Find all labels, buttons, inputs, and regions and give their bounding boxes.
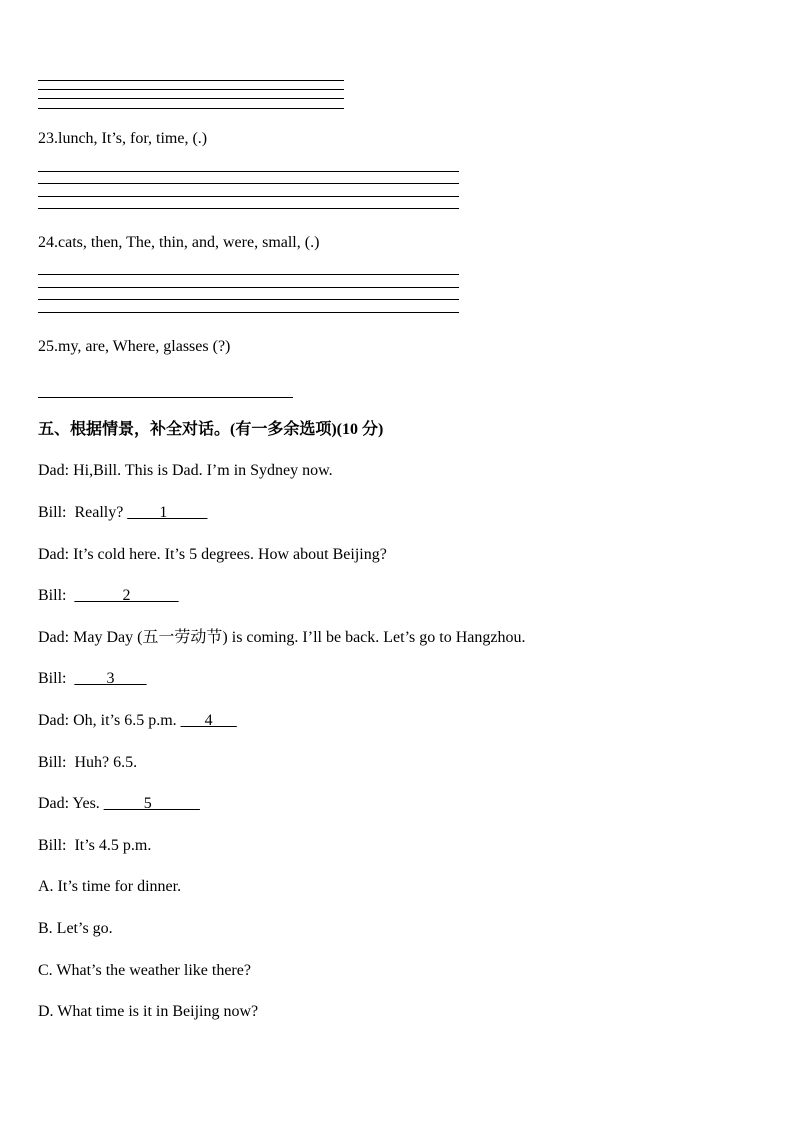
question-text: cats, then, The, thin, and, were, small, (.) [58, 234, 320, 251]
question-25 [38, 337, 230, 357]
question-24 [38, 233, 319, 253]
answer-blank[interactable]: ____3____ [74, 670, 147, 687]
answer-line [38, 287, 459, 288]
speaker: Bill: [38, 504, 67, 521]
dialogue-line [38, 836, 151, 856]
question-text: lunch, It’s, for, time, (.) [58, 130, 208, 147]
answer-line [38, 183, 459, 184]
answer-blank[interactable]: ___4___ [180, 712, 237, 729]
utterance: Yes. [72, 795, 100, 812]
speaker: Bill: [38, 837, 67, 854]
speaker: Dad: [38, 629, 70, 646]
question-number: 23. [38, 130, 58, 147]
answer-line [38, 89, 344, 90]
dialogue-line [38, 586, 178, 606]
dialogue-line [38, 753, 137, 773]
dialogue-line [38, 711, 237, 731]
dialogue-line [38, 503, 207, 523]
utterance: Really? [74, 504, 124, 521]
option-d: D. What time is it in Beijing now? [38, 1003, 259, 1020]
option-a: A. It’s time for dinner. [38, 878, 182, 895]
answer-blank[interactable]: _____5______ [103, 795, 200, 812]
answer-line [38, 274, 459, 275]
answer-blank[interactable]: ______2______ [74, 587, 179, 604]
answer-line [38, 196, 459, 197]
answer-line [38, 98, 344, 99]
speaker: Dad: [38, 795, 70, 812]
answer-line [38, 312, 459, 313]
dialogue-line [38, 461, 333, 481]
option-b: B. Let’s go. [38, 920, 113, 937]
dialogue-line [38, 628, 525, 648]
section-heading: 五、根据情景，补全对话。(有一多余选项)(10 分) [38, 421, 384, 438]
option-c: C. What’s the weather like there? [38, 962, 251, 979]
answer-line [38, 171, 459, 172]
speaker: Bill: [38, 587, 67, 604]
question-23 [38, 129, 207, 149]
question-number: 24. [38, 234, 58, 251]
speaker: Dad: [38, 712, 70, 729]
utterance: Huh? 6.5. [74, 754, 138, 771]
answer-line [38, 208, 459, 209]
answer-line [38, 80, 344, 81]
dialogue-line [38, 794, 200, 814]
answer-blank[interactable]: ____1_____ [127, 504, 208, 521]
utterance: May Day (五一劳动节) is coming. I’ll be back. Let’s go to Hangzhou. [73, 629, 526, 646]
dialogue-line [38, 545, 387, 565]
utterance: It’s 4.5 p.m. [74, 837, 152, 854]
dialogue-line [38, 669, 146, 689]
answer-line [38, 397, 293, 398]
question-number: 25. [38, 338, 58, 355]
speaker: Dad: [38, 546, 70, 563]
speaker: Dad: [38, 462, 70, 479]
utterance: Oh, it’s 6.5 p.m. [73, 712, 177, 729]
question-text: my, are, Where, glasses (?) [58, 338, 231, 355]
utterance: Hi,Bill. This is Dad. I’m in Sydney now. [73, 462, 333, 479]
answer-line [38, 299, 459, 300]
utterance: It’s cold here. It’s 5 degrees. How about Beijing? [73, 546, 387, 563]
speaker: Bill: [38, 754, 67, 771]
answer-line [38, 108, 344, 109]
speaker: Bill: [38, 670, 67, 687]
